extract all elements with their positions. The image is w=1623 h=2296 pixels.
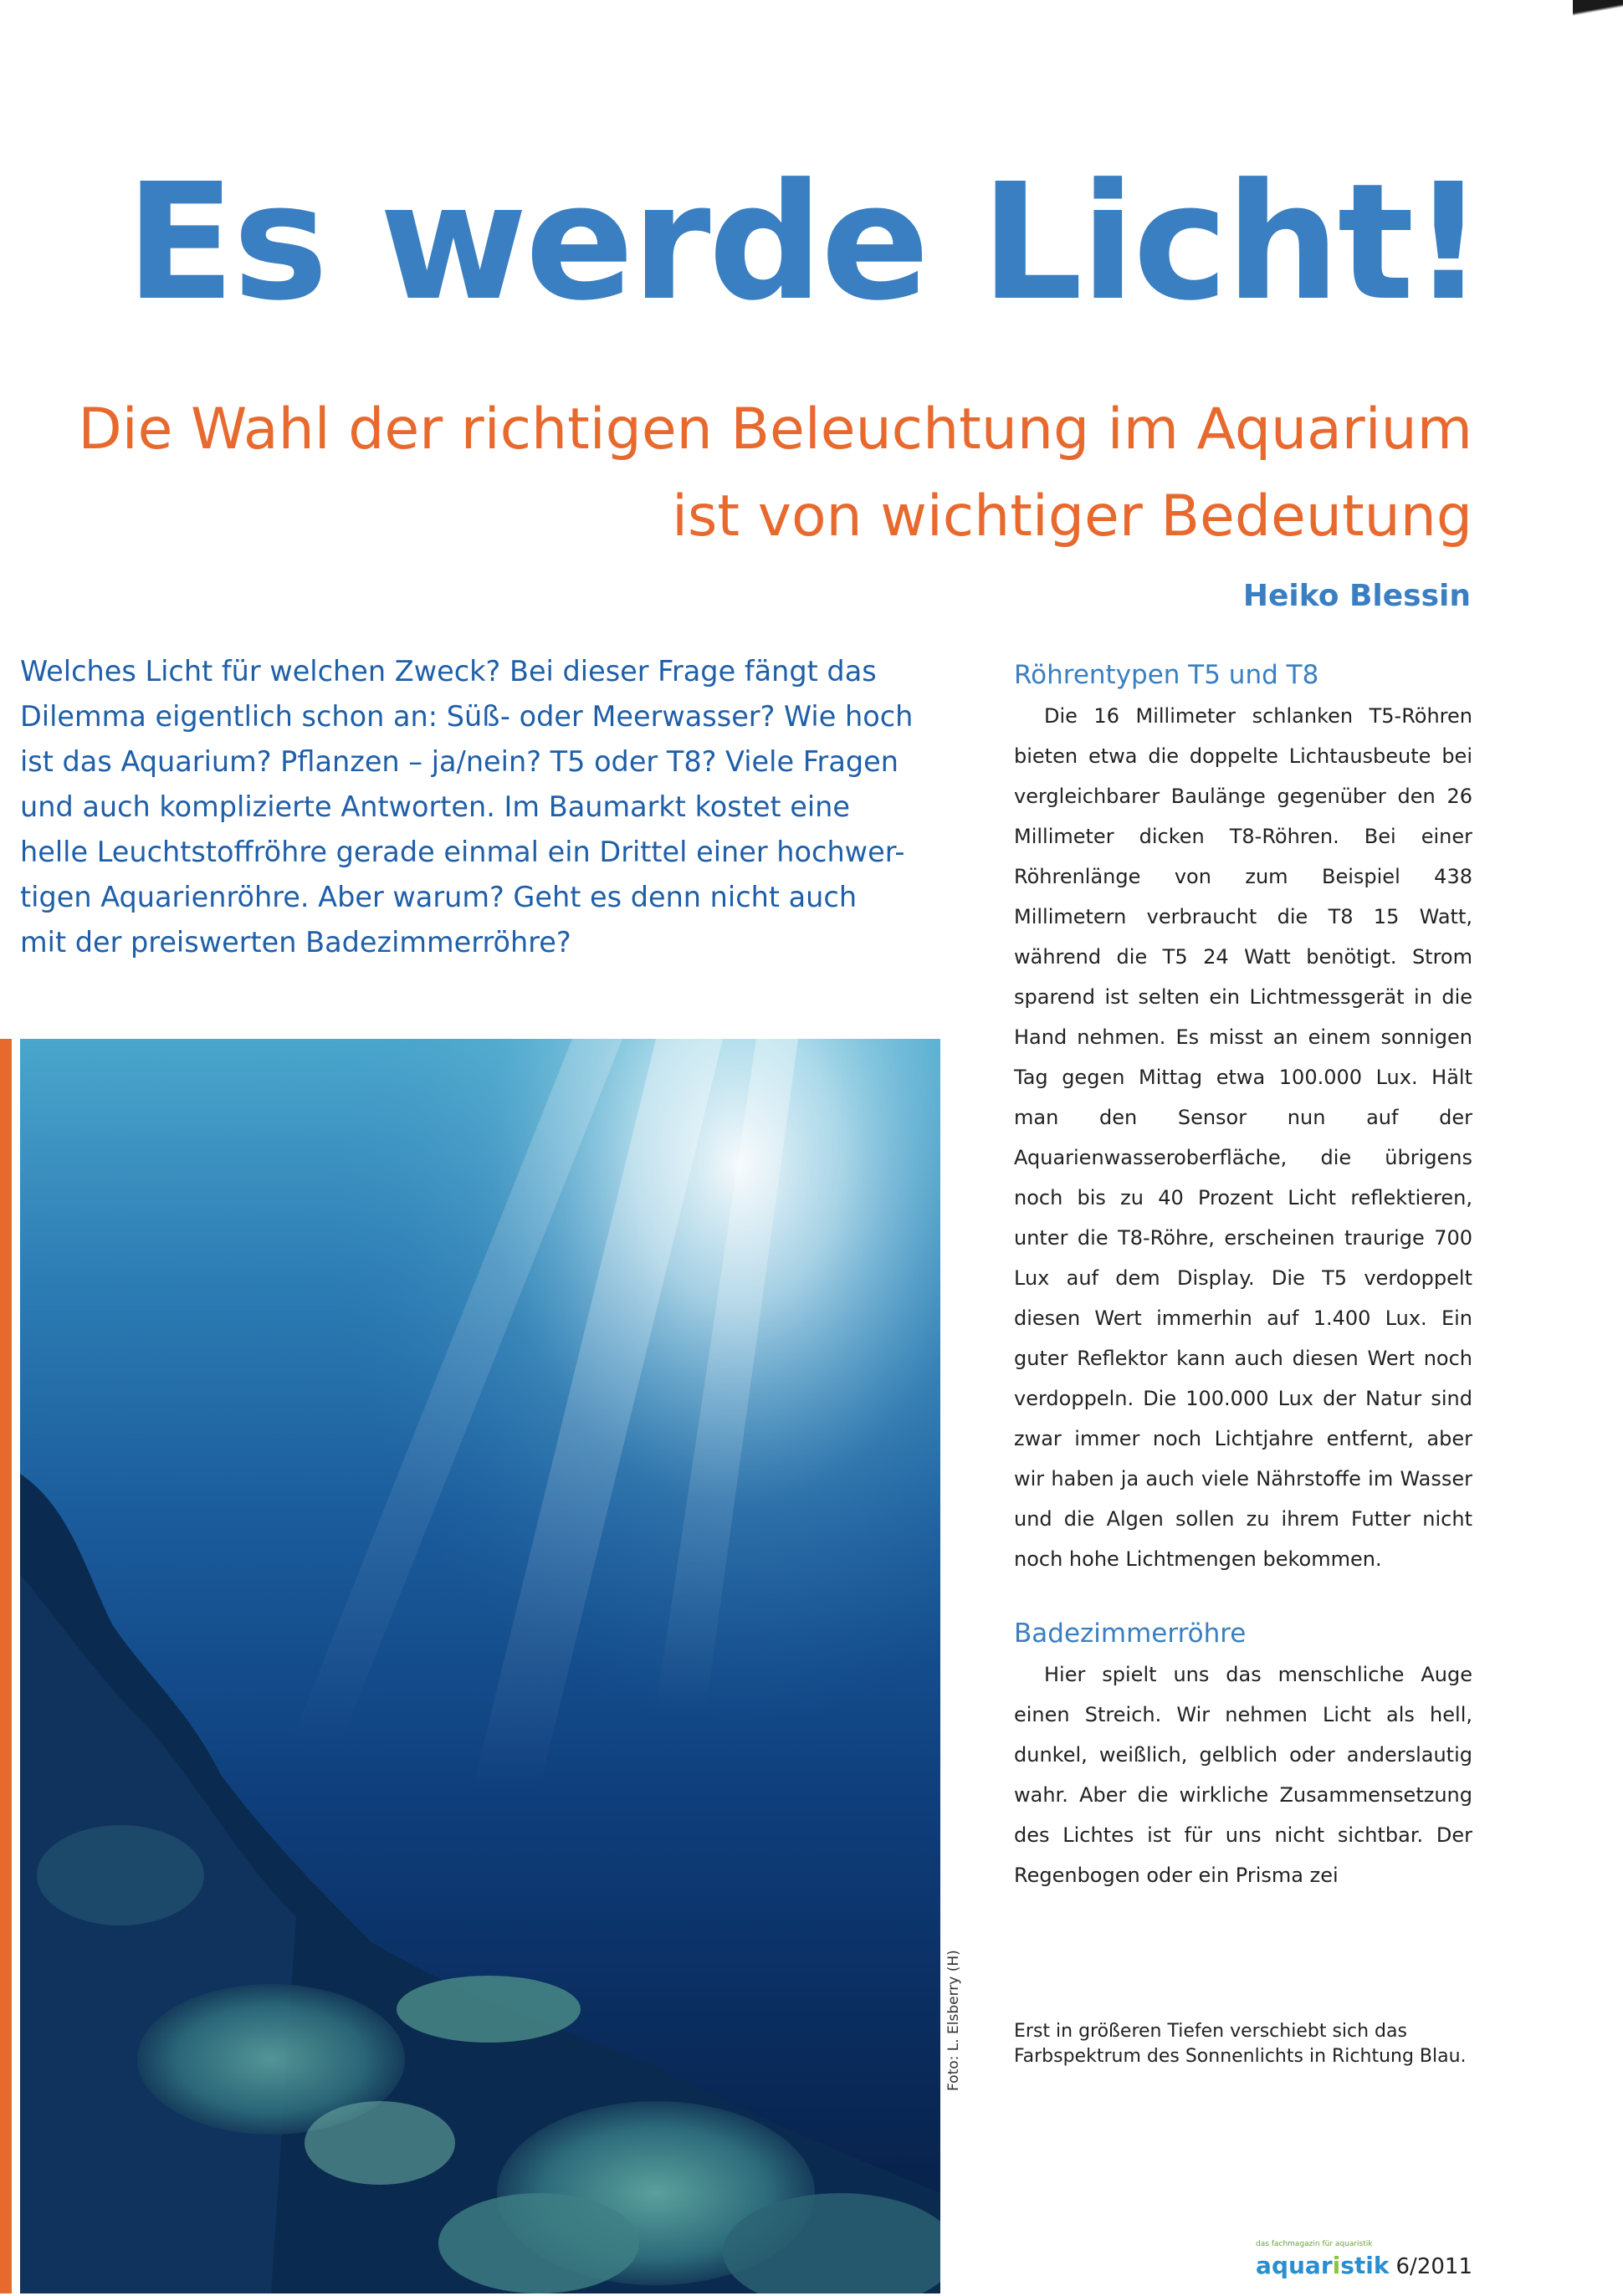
article-title: Es werde Licht! [125, 150, 1483, 336]
section-body: Hier spielt uns das menschliche Auge einen Streich. Wir nehmen Licht als hell, dunkel, weißlich, gelblich oder anderslautig wahr. Aber die wirkliche Zusammensetzung des Lichtes ist für uns nicht sichtbar. Der Regenbogen oder ein Prisma zei [1014, 1663, 1472, 1887]
subtitle-line: Die Wahl der richtigen Beleuchtung im Aquarium [78, 396, 1472, 463]
lead-line: Dilemma eigentlich schon an: Süß- oder Meerwasser? Wie hoch [20, 700, 914, 733]
subtitle-line: ist von wichtiger Bedeutung [672, 483, 1472, 550]
issue-number: 6/2011 [1395, 2254, 1472, 2279]
logo-text: i [1332, 2252, 1341, 2279]
lead-line: mit der preiswerten Badezimmerröhre? [20, 926, 571, 959]
lead-line: helle Leuchtstoffröhre gerade einmal ein Drittel einer hochwer- [20, 836, 905, 868]
accent-bar [0, 1039, 12, 2293]
section-heading: Badezimmerröhre [1014, 1618, 1247, 1649]
lead-line: und auch komplizierte Antworten. Im Baumarkt kostet eine [20, 790, 851, 823]
lead-line: Welches Licht für welchen Zweck? Bei dieser Frage fängt das [20, 655, 877, 688]
reef-illustration [20, 1039, 940, 2293]
logo-tagline: das fachmagazin für aquaristik [1256, 2240, 1373, 2248]
photo-caption: Erst in größeren Tiefen verschiebt sich das Farbspektrum des Sonnenlichts in Richtung Blau. [1014, 2021, 1467, 2067]
page-corner-mark [1573, 0, 1623, 20]
section-body: Die 16 Millimeter schlanken T5-Röhren bieten etwa die doppelte Lichtausbeute bei vergleichbarer Baulänge gegenüber den 26 Millimeter dicken T8-Röhren. Bei einer Röhrenlänge von zum Beispiel 438 Millimetern verbraucht die T8 15 Watt, während die T5 24 Watt benötigt. Strom sparend ist selten ein Lichtmessgerät in die Hand nehmen. Es misst an einem sonnigen Tag gegen Mittag etwa 100.000 Lux. Hält man den Sensor nun auf der Aquarienwasseroberfläche, die übrigens noch bis zu 40 Prozent Licht reflektieren, unter die T8-Röhre, erscheinen traurige 700 Lux auf dem Display. Die T5 verdoppelt diesen Wert immerhin auf 1.400 Lux. Ein guter Reflektor kann auch diesen Wert noch verdoppeln. Die 100.000 Lux der Natur sind zwar immer noch Lichtjahre entfernt, aber wir haben ja auch viele Nährstoffe im Wasser und die Algen sollen zu ihrem Futter nicht noch hohe Lichtmengen bekommen. [1014, 704, 1472, 1571]
lead-line: tigen Aquarienröhre. Aber warum? Geht es denn nicht auch [20, 881, 858, 913]
article-subtitle [78, 386, 1472, 560]
underwater-reef-photo [20, 1039, 940, 2293]
logo-text: aquar [1256, 2252, 1333, 2279]
author-name: Heiko Blessin [1242, 579, 1471, 613]
section-heading: Röhrentypen T5 und T8 [1014, 660, 1319, 690]
page-footer [1256, 2240, 1472, 2279]
lead-paragraph [20, 649, 957, 965]
photo-credit: Foto: L. Elsberry (H) [945, 1950, 962, 2091]
magazine-logo [1256, 2240, 1390, 2279]
lead-line: ist das Aquarium? Pflanzen – ja/nein? T5 oder T8? Viele Fragen [20, 745, 899, 778]
logo-text: stik [1340, 2252, 1390, 2279]
article-column [1014, 654, 1472, 1929]
